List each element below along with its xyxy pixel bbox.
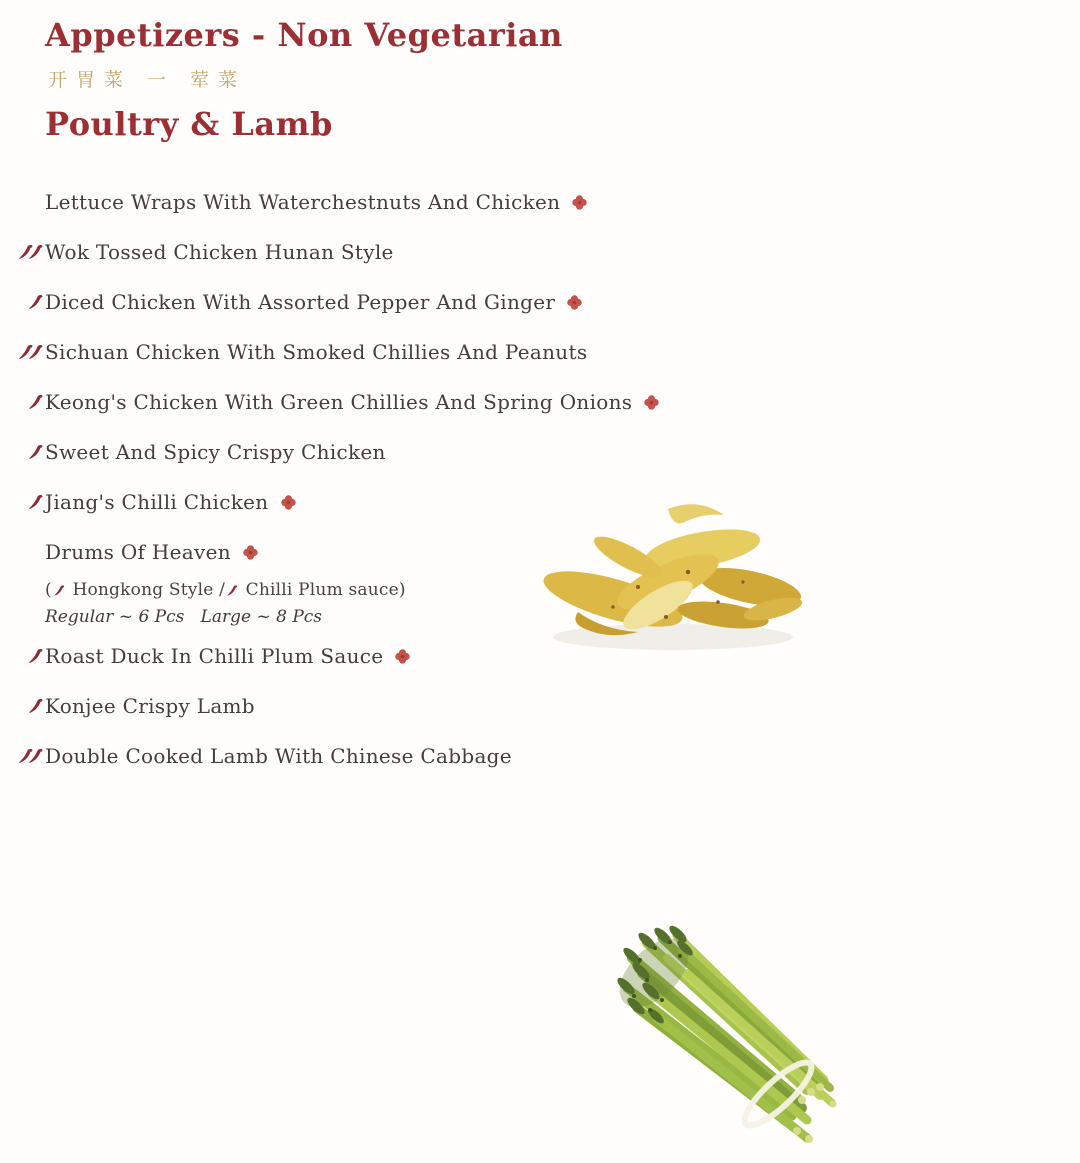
- menu-item-label: Sweet And Spicy Crispy Chicken: [45, 440, 386, 464]
- page-title: Appetizers - Non Vegetarian: [45, 16, 563, 54]
- chili-icon: [53, 584, 66, 597]
- chili-icon: [27, 747, 45, 765]
- menu-item-label: Keong's Chicken With Green Chillies And Spring Onions: [45, 390, 633, 414]
- menu-item: [0, 731, 1080, 781]
- menu-item-label: Jiang's Chilli Chicken: [45, 490, 269, 514]
- menu-item-row: [0, 731, 1080, 781]
- menu-item-label: Sichuan Chicken With Smoked Chillies And Peanuts: [45, 340, 588, 364]
- chili-icon: [27, 343, 45, 361]
- menu-item-label: Double Cooked Lamb With Chinese Cabbage: [45, 744, 512, 768]
- chili-icon: [27, 243, 45, 261]
- chili-icon: [27, 393, 45, 411]
- spice-level-indicator: [12, 747, 45, 765]
- note-open: (: [45, 580, 52, 600]
- chili-icon: [27, 493, 45, 511]
- spice-level-indicator: [12, 393, 45, 411]
- clover-icon: [280, 494, 297, 511]
- menu-item-row: [0, 377, 1080, 427]
- chili-icon: [27, 647, 45, 665]
- menu-item: [0, 277, 1080, 327]
- menu-item-sizes: Regular ~ 6 Pcs Large ~ 8 Pcs: [45, 607, 323, 627]
- menu-item-label: Drums Of Heaven: [45, 540, 231, 564]
- crispy-chicken-illustration: [518, 487, 818, 657]
- menu-item-row: [0, 177, 1080, 227]
- note-option: Chilli Plum sauce): [240, 580, 406, 600]
- menu-item-label: Roast Duck In Chilli Plum Sauce: [45, 644, 384, 668]
- chili-icon: [226, 584, 239, 597]
- menu-item: [0, 327, 1080, 377]
- spice-level-indicator: [12, 243, 45, 261]
- section-title: Poultry & Lamb: [45, 105, 333, 143]
- chili-icon: [27, 697, 45, 715]
- menu-item-label: Diced Chicken With Assorted Pepper And Ginger: [45, 290, 556, 314]
- clover-icon: [242, 544, 259, 561]
- crispy-chicken-photo: [518, 487, 818, 657]
- menu-item: [0, 427, 1080, 477]
- chinese-subtitle: 开胃菜 一 荤菜: [48, 69, 247, 91]
- menu-item: [0, 227, 1080, 277]
- note-option: Hongkong Style /: [66, 580, 226, 600]
- menu-item-row: [0, 681, 1080, 731]
- menu-item: [0, 681, 1080, 731]
- menu-item: [0, 377, 1080, 427]
- menu-item-row: [0, 277, 1080, 327]
- menu-item: [0, 177, 1080, 227]
- spice-level-indicator: [12, 343, 45, 361]
- menu-item-row: [0, 227, 1080, 277]
- spice-level-indicator: [12, 293, 45, 311]
- spice-level-indicator: [12, 443, 45, 461]
- spice-level-indicator: [12, 493, 45, 511]
- chili-icon: [27, 293, 45, 311]
- clover-icon: [643, 394, 660, 411]
- menu-item-row: [0, 427, 1080, 477]
- menu-item-label: Konjee Crispy Lamb: [45, 694, 255, 718]
- menu-item-label: Lettuce Wraps With Waterchestnuts And Chicken: [45, 190, 561, 214]
- menu-item-label: Wok Tossed Chicken Hunan Style: [45, 240, 394, 264]
- clover-icon: [566, 294, 583, 311]
- asparagus-photo: [592, 898, 867, 1160]
- menu-item-row: [0, 327, 1080, 377]
- clover-icon: [394, 648, 411, 665]
- spice-level-indicator: [12, 697, 45, 715]
- chili-icon: [27, 443, 45, 461]
- clover-icon: [571, 194, 588, 211]
- menu-list: [0, 177, 1080, 781]
- asparagus-illustration: [592, 898, 867, 1160]
- spice-level-indicator: [12, 647, 45, 665]
